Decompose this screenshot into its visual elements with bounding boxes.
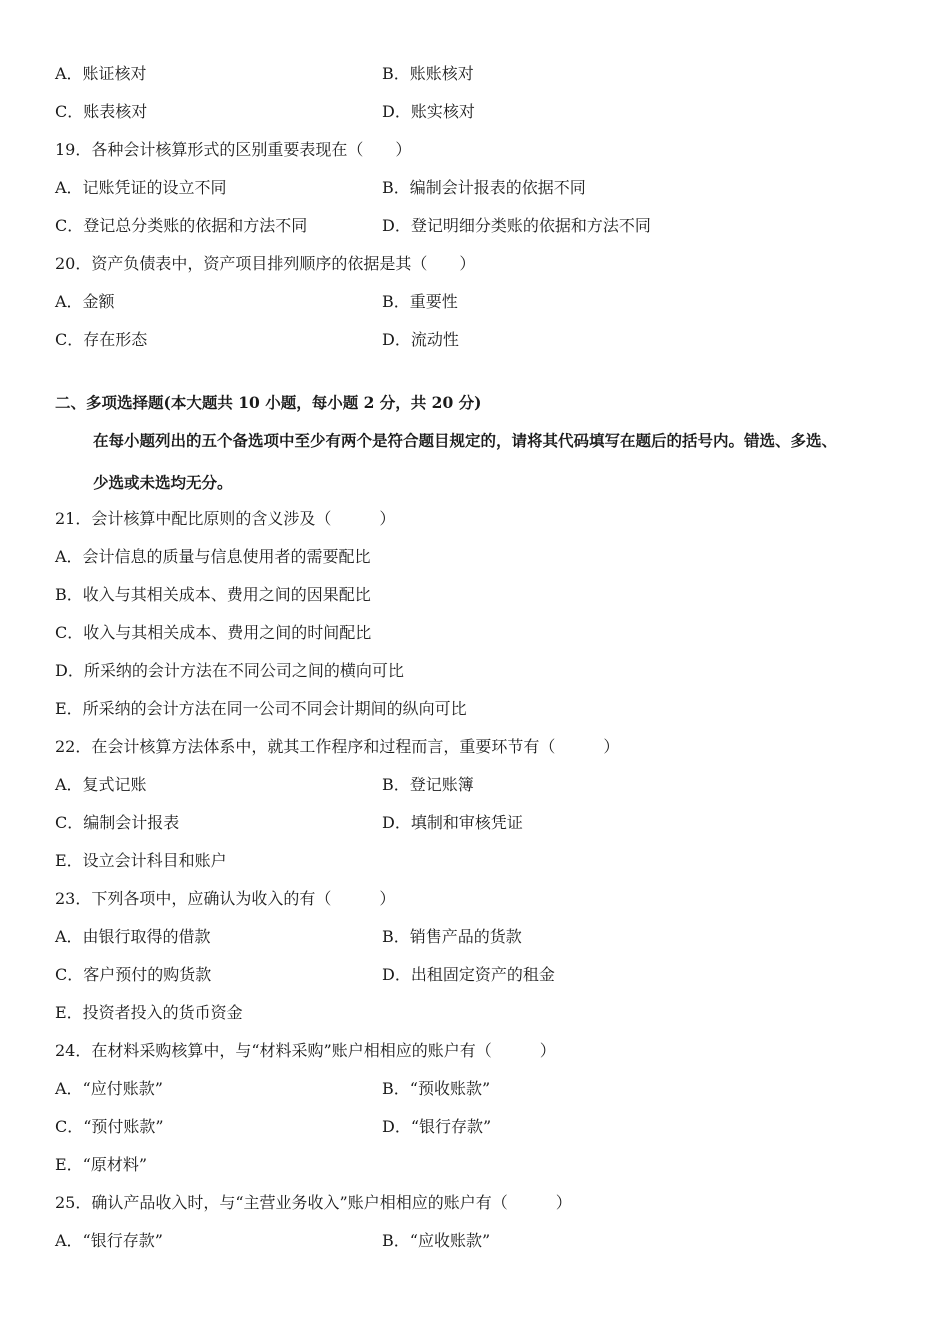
option-c: C．登记总分类账的依据和方法不同	[55, 216, 308, 235]
option-row	[55, 699, 467, 719]
option-a: A．复式记账	[55, 775, 147, 794]
option-row	[55, 178, 586, 198]
option-row	[55, 102, 475, 122]
option-e: E．设立会计科目和账户	[55, 851, 227, 870]
section-instructions: 在每小题列出的五个备选项中至少有两个是符合题目规定的，请将其代码填写在题后的括号内。错选、多选、	[93, 431, 838, 450]
option-row	[55, 623, 371, 643]
option-a: A．“应付账款”	[55, 1079, 163, 1098]
option-b: B．销售产品的货款	[382, 927, 522, 946]
option-e: E．投资者投入的货币资金	[55, 1003, 243, 1022]
option-row	[55, 547, 371, 567]
option-row	[55, 216, 651, 236]
option-d: D．填制和审核凭证	[382, 813, 523, 832]
option-b: B．“预收账款”	[382, 1079, 491, 1098]
option-row	[55, 927, 522, 947]
option-b: B．重要性	[382, 292, 458, 311]
option-b: B．收入与其相关成本、费用之间的因果配比	[55, 585, 371, 604]
option-c: C．收入与其相关成本、费用之间的时间配比	[55, 623, 372, 642]
option-row	[55, 775, 474, 795]
option-a: A．会计信息的质量与信息使用者的需要配比	[55, 547, 371, 566]
question-text: 20．资产负债表中，资产项目排列顺序的依据是其（ ）	[55, 254, 476, 273]
option-c: C．编制会计报表	[55, 813, 180, 832]
section-heading: 二、多项选择题(本大题共 10 小题，每小题 2 分，共 20 分)	[55, 393, 482, 412]
question-19	[55, 140, 411, 160]
option-row	[55, 813, 523, 833]
option-b: B．登记账簿	[382, 775, 474, 794]
option-row	[55, 1003, 243, 1023]
option-row	[55, 292, 458, 312]
option-row	[55, 330, 459, 350]
option-b: B．账账核对	[382, 64, 474, 83]
option-c: C．客户预付的购货款	[55, 965, 212, 984]
option-c: C．账表核对	[55, 102, 148, 121]
option-d: D．流动性	[382, 330, 459, 349]
option-row	[55, 64, 474, 84]
option-row	[55, 1231, 491, 1251]
section-instructions-cont: 少选或未选均无分。	[93, 473, 233, 492]
question-20	[55, 254, 475, 274]
option-row	[55, 965, 555, 985]
question-24	[55, 1041, 556, 1061]
option-b: B．“应收账款”	[382, 1231, 491, 1250]
option-row	[55, 1079, 491, 1099]
option-row	[55, 1155, 147, 1175]
option-d: D．所采纳的会计方法在不同公司之间的横向可比	[55, 661, 404, 680]
option-e: E．所采纳的会计方法在同一公司不同会计期间的纵向可比	[55, 699, 467, 718]
question-text: 22．在会计核算方法体系中，就其工作程序和过程而言，重要环节有（ ）	[55, 737, 620, 756]
option-a: A．账证核对	[55, 64, 147, 83]
option-d: D．登记明细分类账的依据和方法不同	[382, 216, 651, 235]
question-23	[55, 889, 395, 909]
option-row	[55, 1117, 492, 1137]
option-row	[55, 661, 404, 681]
question-25	[55, 1193, 572, 1213]
question-22	[55, 737, 619, 757]
option-b: B．编制会计报表的依据不同	[382, 178, 586, 197]
option-e: E．“原材料”	[55, 1155, 148, 1174]
option-a: A．由银行取得的借款	[55, 927, 211, 946]
option-d: D．账实核对	[382, 102, 475, 121]
question-text: 21．会计核算中配比原则的含义涉及（ ）	[55, 509, 396, 528]
option-c: C．存在形态	[55, 330, 148, 349]
option-d: D．“银行存款”	[382, 1117, 492, 1136]
option-row	[55, 851, 227, 871]
question-text: 24．在材料采购核算中，与“材料采购”账户相相应的账户有（ ）	[55, 1041, 556, 1060]
option-d: D．出租固定资产的租金	[382, 965, 555, 984]
question-text: 23．下列各项中，应确认为收入的有（ ）	[55, 889, 396, 908]
question-text: 19．各种会计核算形式的区别重要表现在（ ）	[55, 140, 412, 159]
question-text: 25．确认产品收入时，与“主营业务收入”账户相相应的账户有（ ）	[55, 1193, 572, 1212]
option-c: C．“预付账款”	[55, 1117, 164, 1136]
option-a: A．“银行存款”	[55, 1231, 163, 1250]
option-a: A．记账凭证的设立不同	[55, 178, 227, 197]
option-row	[55, 585, 371, 605]
question-21	[55, 509, 395, 529]
option-a: A．金额	[55, 292, 115, 311]
